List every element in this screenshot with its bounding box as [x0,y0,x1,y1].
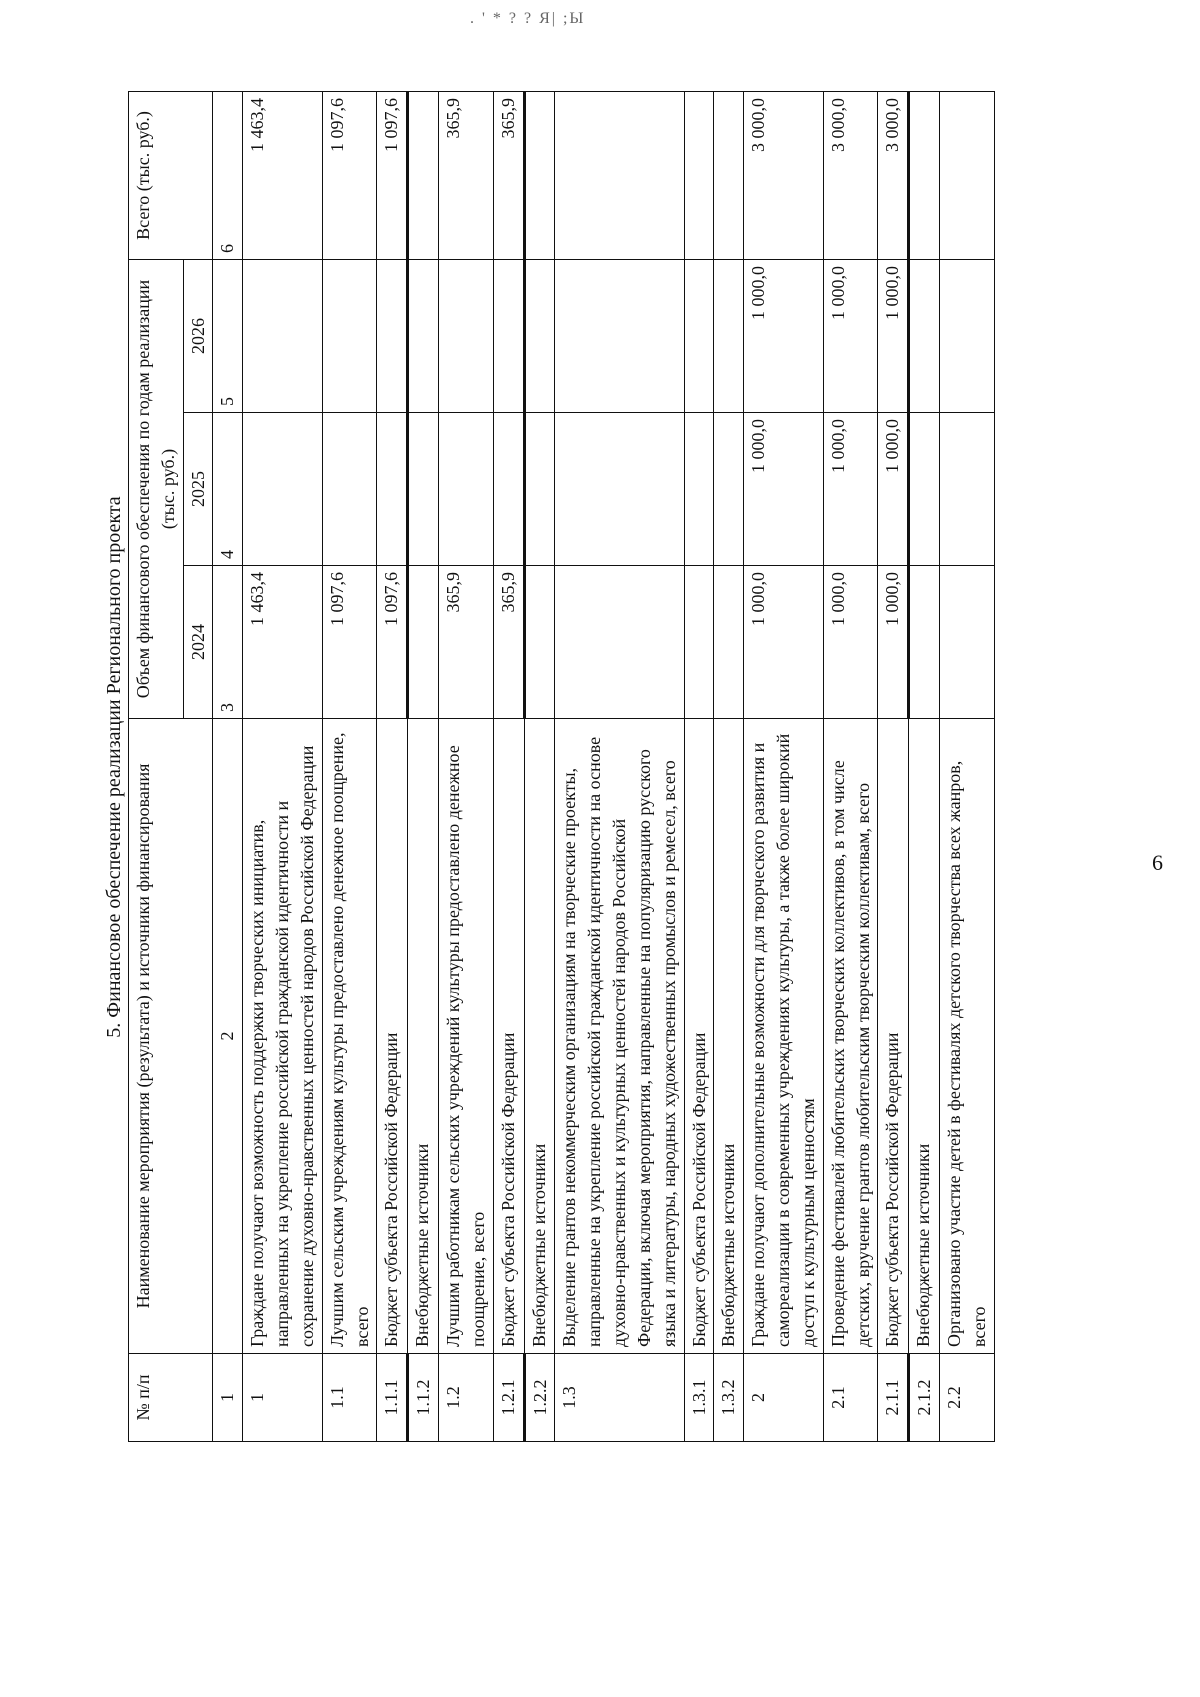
column-number-row [213,92,243,1442]
scan-marks: . ' * ? ? Я| ;Ы [470,10,586,27]
row-value-2026 [493,260,524,413]
table-row [408,92,439,1442]
row-value-2026 [555,260,684,413]
row-value-2024 [408,566,439,719]
row-value-2026: 1 000,0 [744,260,823,413]
row-number: 1 [243,1354,322,1442]
row-total [684,92,714,260]
row-value-2024: 1 000,0 [823,566,878,719]
column-number: 3 [213,566,243,719]
row-value-2025 [322,413,377,566]
row-value-2025 [940,413,995,566]
table-row [439,92,494,1442]
row-name: Внебюджетные источники [909,719,940,1354]
row-number: 1.3 [555,1354,684,1442]
row-value-2024 [555,566,684,719]
header-number: № п/п [129,1354,213,1442]
row-value-2025 [684,413,714,566]
row-name: Внебюджетные источники [714,719,744,1354]
row-value-2026: 1 000,0 [823,260,878,413]
row-value-2025 [243,413,322,566]
row-total [940,92,995,260]
row-value-2026 [524,260,555,413]
row-total: 365,9 [493,92,524,260]
row-value-2024: 1 097,6 [377,566,408,719]
row-name: Лучшим работникам сельских учреждений культуры предоставлено денежное поощрение, всего [439,719,494,1354]
row-number: 1.3.2 [714,1354,744,1442]
row-value-2026: 1 000,0 [878,260,909,413]
row-number: 2.2 [940,1354,995,1442]
row-value-2025 [555,413,684,566]
header-total: Всего (тыс. руб.) [129,92,213,260]
row-name: Бюджет субъекта Российской Федерации [684,719,714,1354]
row-value-2024 [524,566,555,719]
table-row [823,92,878,1442]
row-total: 1 097,6 [322,92,377,260]
row-total: 3 000,0 [878,92,909,260]
row-number: 1.2 [439,1354,494,1442]
table-row [940,92,995,1442]
row-total [555,92,684,260]
row-value-2025 [439,413,494,566]
row-total: 3 000,0 [823,92,878,260]
row-value-2025: 1 000,0 [744,413,823,566]
row-number: 1.2.2 [524,1354,555,1442]
row-value-2025: 1 000,0 [823,413,878,566]
row-name: Граждане получают дополнительные возможности для творческого развития и самореализации в современных учреждениях культуры, а также более широкий доступ к культурным ценностям [744,719,823,1354]
row-value-2026 [322,260,377,413]
row-name: Бюджет субъекта Российской Федерации [878,719,909,1354]
row-value-2026 [940,260,995,413]
table-row [878,92,909,1442]
row-name: Организовано участие детей в фестивалях детского творчества всех жанров, всего [940,719,995,1354]
row-value-2026 [909,260,940,413]
header-year-2025: 2025 [183,413,213,566]
row-total: 1 463,4 [243,92,322,260]
row-name: Выделение грантов некоммерческим организациям на творческие проекты, направленные на укрепление российской гражданской идентичности на основе духовно-нравственных и культурных ценностей народов Российской Федерации, включая мероприятия, направленные на популяризацию русского языка и литературы, народных художественных промыслов и ремесел, всего [555,719,684,1354]
row-value-2025 [714,413,744,566]
column-number: 2 [213,719,243,1354]
table-row [524,92,555,1442]
row-value-2025 [377,413,408,566]
column-number: 4 [213,413,243,566]
row-value-2026 [714,260,744,413]
row-value-2024 [940,566,995,719]
row-value-2024: 1 000,0 [878,566,909,719]
header-year-2026: 2026 [183,260,213,413]
table-row [684,92,714,1442]
row-number: 1.1.2 [408,1354,439,1442]
row-value-2024: 1 463,4 [243,566,322,719]
row-value-2026 [439,260,494,413]
table-row [243,92,322,1442]
row-total [714,92,744,260]
row-value-2026 [243,260,322,413]
row-total [909,92,940,260]
row-value-2026 [377,260,408,413]
row-value-2024: 365,9 [493,566,524,719]
table-row [744,92,823,1442]
row-value-2024 [684,566,714,719]
row-value-2026 [684,260,714,413]
row-value-2024: 365,9 [439,566,494,719]
table-row [493,92,524,1442]
row-value-2026 [408,260,439,413]
row-total [408,92,439,260]
header-name: Наименование мероприятия (результата) и источники финансирования [129,719,213,1354]
row-name: Лучшим сельским учреждениям культуры предоставлено денежное поощрение, всего [322,719,377,1354]
row-name: Внебюджетные источники [524,719,555,1354]
row-value-2025 [909,413,940,566]
row-value-2024: 1 000,0 [744,566,823,719]
financing-table [128,91,995,1442]
row-value-2025 [493,413,524,566]
row-value-2025 [524,413,555,566]
table-row [377,92,408,1442]
row-number: 2.1.2 [909,1354,940,1442]
row-total: 365,9 [439,92,494,260]
row-value-2024: 1 097,6 [322,566,377,719]
table-row [555,92,684,1442]
row-number: 1.3.1 [684,1354,714,1442]
row-value-2024 [714,566,744,719]
column-number: 6 [213,92,243,260]
row-value-2025 [408,413,439,566]
table-row [322,92,377,1442]
header-year-2024: 2024 [183,566,213,719]
page-number: 6 [1152,850,1163,875]
row-name: Внебюджетные источники [408,719,439,1354]
table-row [714,92,744,1442]
row-value-2025: 1 000,0 [878,413,909,566]
row-number: 2.1 [823,1354,878,1442]
row-number: 1.1 [322,1354,377,1442]
row-name: Бюджет субъекта Российской Федерации [377,719,408,1354]
table-row [909,92,940,1442]
row-number: 2 [744,1354,823,1442]
row-name: Граждане получают возможность поддержки творческих инициатив, направленных на укрепление российской гражданской идентичности и сохранение духовно-нравственных ценностей народов Российской Федерации [243,719,322,1354]
header-years-group: Объем финансового обеспечения по годам реализации (тыс. руб.) [129,260,184,719]
column-number: 1 [213,1354,243,1442]
row-total: 3 000,0 [744,92,823,260]
row-number: 1.1.1 [377,1354,408,1442]
row-number: 1.2.1 [493,1354,524,1442]
section-title: 5. Финансовое обеспечение реализации Регионального проекта [103,496,125,1038]
row-total: 1 097,6 [377,92,408,260]
row-value-2024 [909,566,940,719]
row-total [524,92,555,260]
row-name: Бюджет субъекта Российской Федерации [493,719,524,1354]
row-number: 2.1.1 [878,1354,909,1442]
column-number: 5 [213,260,243,413]
row-name: Проведение фестивалей любительских творческих коллективов, в том числе детских, вручение грантов любительским творческим коллективам, всего [823,719,878,1354]
